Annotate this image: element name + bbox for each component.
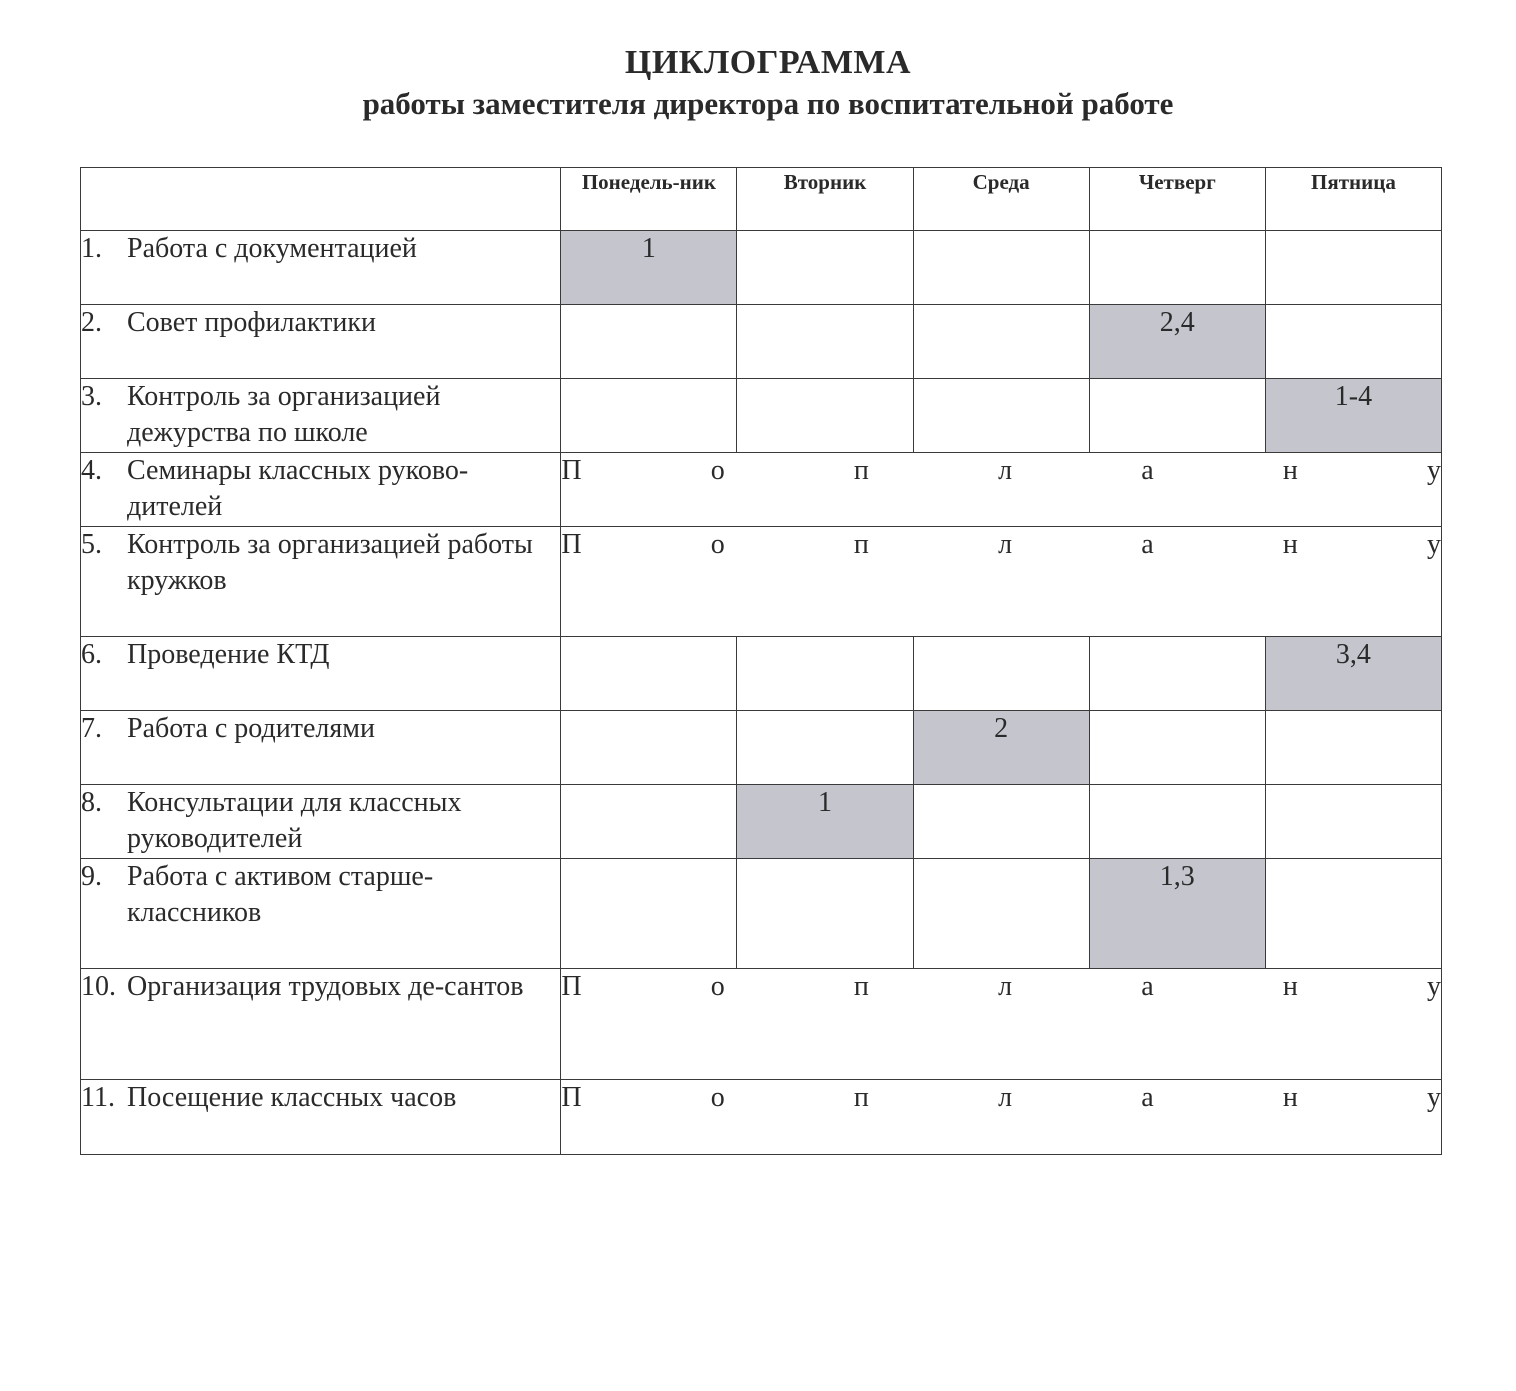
plan-letter: а <box>1141 529 1154 560</box>
day-cell-friday <box>1265 711 1441 785</box>
day-cell-friday <box>1265 305 1441 379</box>
day-cell-friday <box>1265 785 1441 859</box>
table-row <box>81 711 1442 785</box>
plan-letter: п <box>853 529 869 560</box>
plan-letter: у <box>1427 1082 1441 1113</box>
task-name: Посещение классных часов <box>127 1082 457 1113</box>
day-cell-wednesday <box>913 859 1089 969</box>
document-subtitle: работы заместителя директора по воспитательной работе <box>362 86 1174 121</box>
day-cell-wednesday <box>913 379 1089 453</box>
table-row <box>81 637 1442 711</box>
plan-letter: н <box>1282 1082 1298 1113</box>
task-cell <box>81 969 561 1080</box>
plan-letter: П <box>561 1082 582 1113</box>
task-cell <box>81 1080 561 1155</box>
plan-letter: п <box>853 1082 869 1113</box>
day-cell-monday <box>561 379 737 453</box>
task-number: 8. <box>81 787 102 818</box>
plan-letter: а <box>1141 455 1154 486</box>
plan-cell <box>561 527 1442 637</box>
table-row <box>81 1080 1442 1155</box>
plan-letter: у <box>1427 529 1441 560</box>
header-day-monday: Понедель-ник <box>561 168 737 231</box>
task-cell <box>81 859 561 969</box>
table-row <box>81 969 1442 1080</box>
day-cell-tuesday <box>737 711 913 785</box>
task-number: 4. <box>81 455 102 486</box>
day-cell-wednesday <box>913 231 1089 305</box>
day-cell-monday <box>561 637 737 711</box>
plan-letter: п <box>853 971 869 1002</box>
table-row <box>81 527 1442 637</box>
day-cell-tuesday <box>737 379 913 453</box>
day-cell-wednesday: 2 <box>913 711 1089 785</box>
plan-letter: о <box>710 455 725 486</box>
task-name: Контроль за организацией работы кружков <box>127 529 533 596</box>
task-number: 6. <box>81 639 102 670</box>
day-cell-thursday <box>1089 711 1265 785</box>
plan-cell <box>561 969 1442 1080</box>
task-name: Организация трудовых де-сантов <box>127 971 524 1002</box>
day-cell-friday: 1-4 <box>1265 379 1441 453</box>
task-cell <box>81 637 561 711</box>
task-number: 5. <box>81 529 102 560</box>
day-cell-tuesday <box>737 305 913 379</box>
task-cell <box>81 231 561 305</box>
task-name: Контроль за организацией дежурства по школе <box>127 381 441 448</box>
plan-letter: н <box>1282 529 1298 560</box>
table-row <box>81 859 1442 969</box>
task-number: 11. <box>81 1082 115 1113</box>
day-cell-friday: 3,4 <box>1265 637 1441 711</box>
task-cell <box>81 711 561 785</box>
day-cell-tuesday <box>737 637 913 711</box>
table-row <box>81 453 1442 527</box>
header-day-thursday: Четверг <box>1089 168 1265 231</box>
day-cell-thursday <box>1089 785 1265 859</box>
header-day-wednesday: Среда <box>913 168 1089 231</box>
table-row <box>81 379 1442 453</box>
plan-letter: л <box>998 529 1013 560</box>
header-day-tuesday: Вторник <box>737 168 913 231</box>
plan-letter: о <box>710 1082 725 1113</box>
task-name: Работа с документацией <box>127 233 417 264</box>
task-cell <box>81 305 561 379</box>
plan-letter: л <box>998 971 1013 1002</box>
plan-letter: о <box>710 971 725 1002</box>
plan-letter: у <box>1427 971 1441 1002</box>
day-cell-monday <box>561 305 737 379</box>
day-cell-thursday <box>1089 231 1265 305</box>
task-cell <box>81 785 561 859</box>
header-day-friday: Пятница <box>1265 168 1441 231</box>
day-cell-tuesday: 1 <box>737 785 913 859</box>
plan-letter: у <box>1427 455 1441 486</box>
task-number: 10. <box>81 971 116 1002</box>
plan-cell <box>561 1080 1442 1155</box>
task-number: 9. <box>81 861 102 892</box>
day-cell-wednesday <box>913 637 1089 711</box>
table-row <box>81 231 1442 305</box>
plan-letter: о <box>710 529 725 560</box>
task-name: Проведение КТД <box>127 639 330 670</box>
day-cell-thursday <box>1089 637 1265 711</box>
table-row <box>81 305 1442 379</box>
day-cell-monday <box>561 711 737 785</box>
task-number: 7. <box>81 713 102 744</box>
plan-letter: П <box>561 971 582 1002</box>
task-name: Работа с родителями <box>127 713 375 744</box>
day-cell-friday <box>1265 859 1441 969</box>
task-name: Работа с активом старше-классников <box>127 861 434 928</box>
task-cell <box>81 453 561 527</box>
plan-letter: П <box>561 529 582 560</box>
task-cell <box>81 527 561 637</box>
plan-letter: П <box>561 455 582 486</box>
header-empty-cell <box>81 168 561 231</box>
day-cell-monday: 1 <box>561 231 737 305</box>
plan-letter: л <box>998 1082 1013 1113</box>
cyclogram-table <box>80 167 1442 1155</box>
day-cell-thursday <box>1089 379 1265 453</box>
task-name: Семинары классных руково-дителей <box>127 455 469 522</box>
task-name: Консультации для классных руководителей <box>127 787 462 854</box>
plan-letter: а <box>1141 1082 1154 1113</box>
plan-letter: л <box>998 455 1013 486</box>
task-number: 3. <box>81 381 102 412</box>
day-cell-tuesday <box>737 859 913 969</box>
day-cell-monday <box>561 785 737 859</box>
task-number: 2. <box>81 307 102 338</box>
day-cell-wednesday <box>913 785 1089 859</box>
day-cell-wednesday <box>913 305 1089 379</box>
plan-cell <box>561 453 1442 527</box>
task-cell <box>81 379 561 453</box>
plan-letter: а <box>1141 971 1154 1002</box>
task-number: 1. <box>81 233 102 264</box>
table-row <box>81 785 1442 859</box>
day-cell-tuesday <box>737 231 913 305</box>
plan-letter: н <box>1282 971 1298 1002</box>
day-cell-monday <box>561 859 737 969</box>
plan-letter: п <box>853 455 869 486</box>
day-cell-thursday: 2,4 <box>1089 305 1265 379</box>
task-name: Совет профилактики <box>127 307 376 338</box>
day-cell-thursday: 1,3 <box>1089 859 1265 969</box>
table-header-row <box>81 168 1442 231</box>
day-cell-friday <box>1265 231 1441 305</box>
plan-letter: н <box>1282 455 1298 486</box>
document-title: ЦИКЛОГРАММА <box>624 44 912 81</box>
